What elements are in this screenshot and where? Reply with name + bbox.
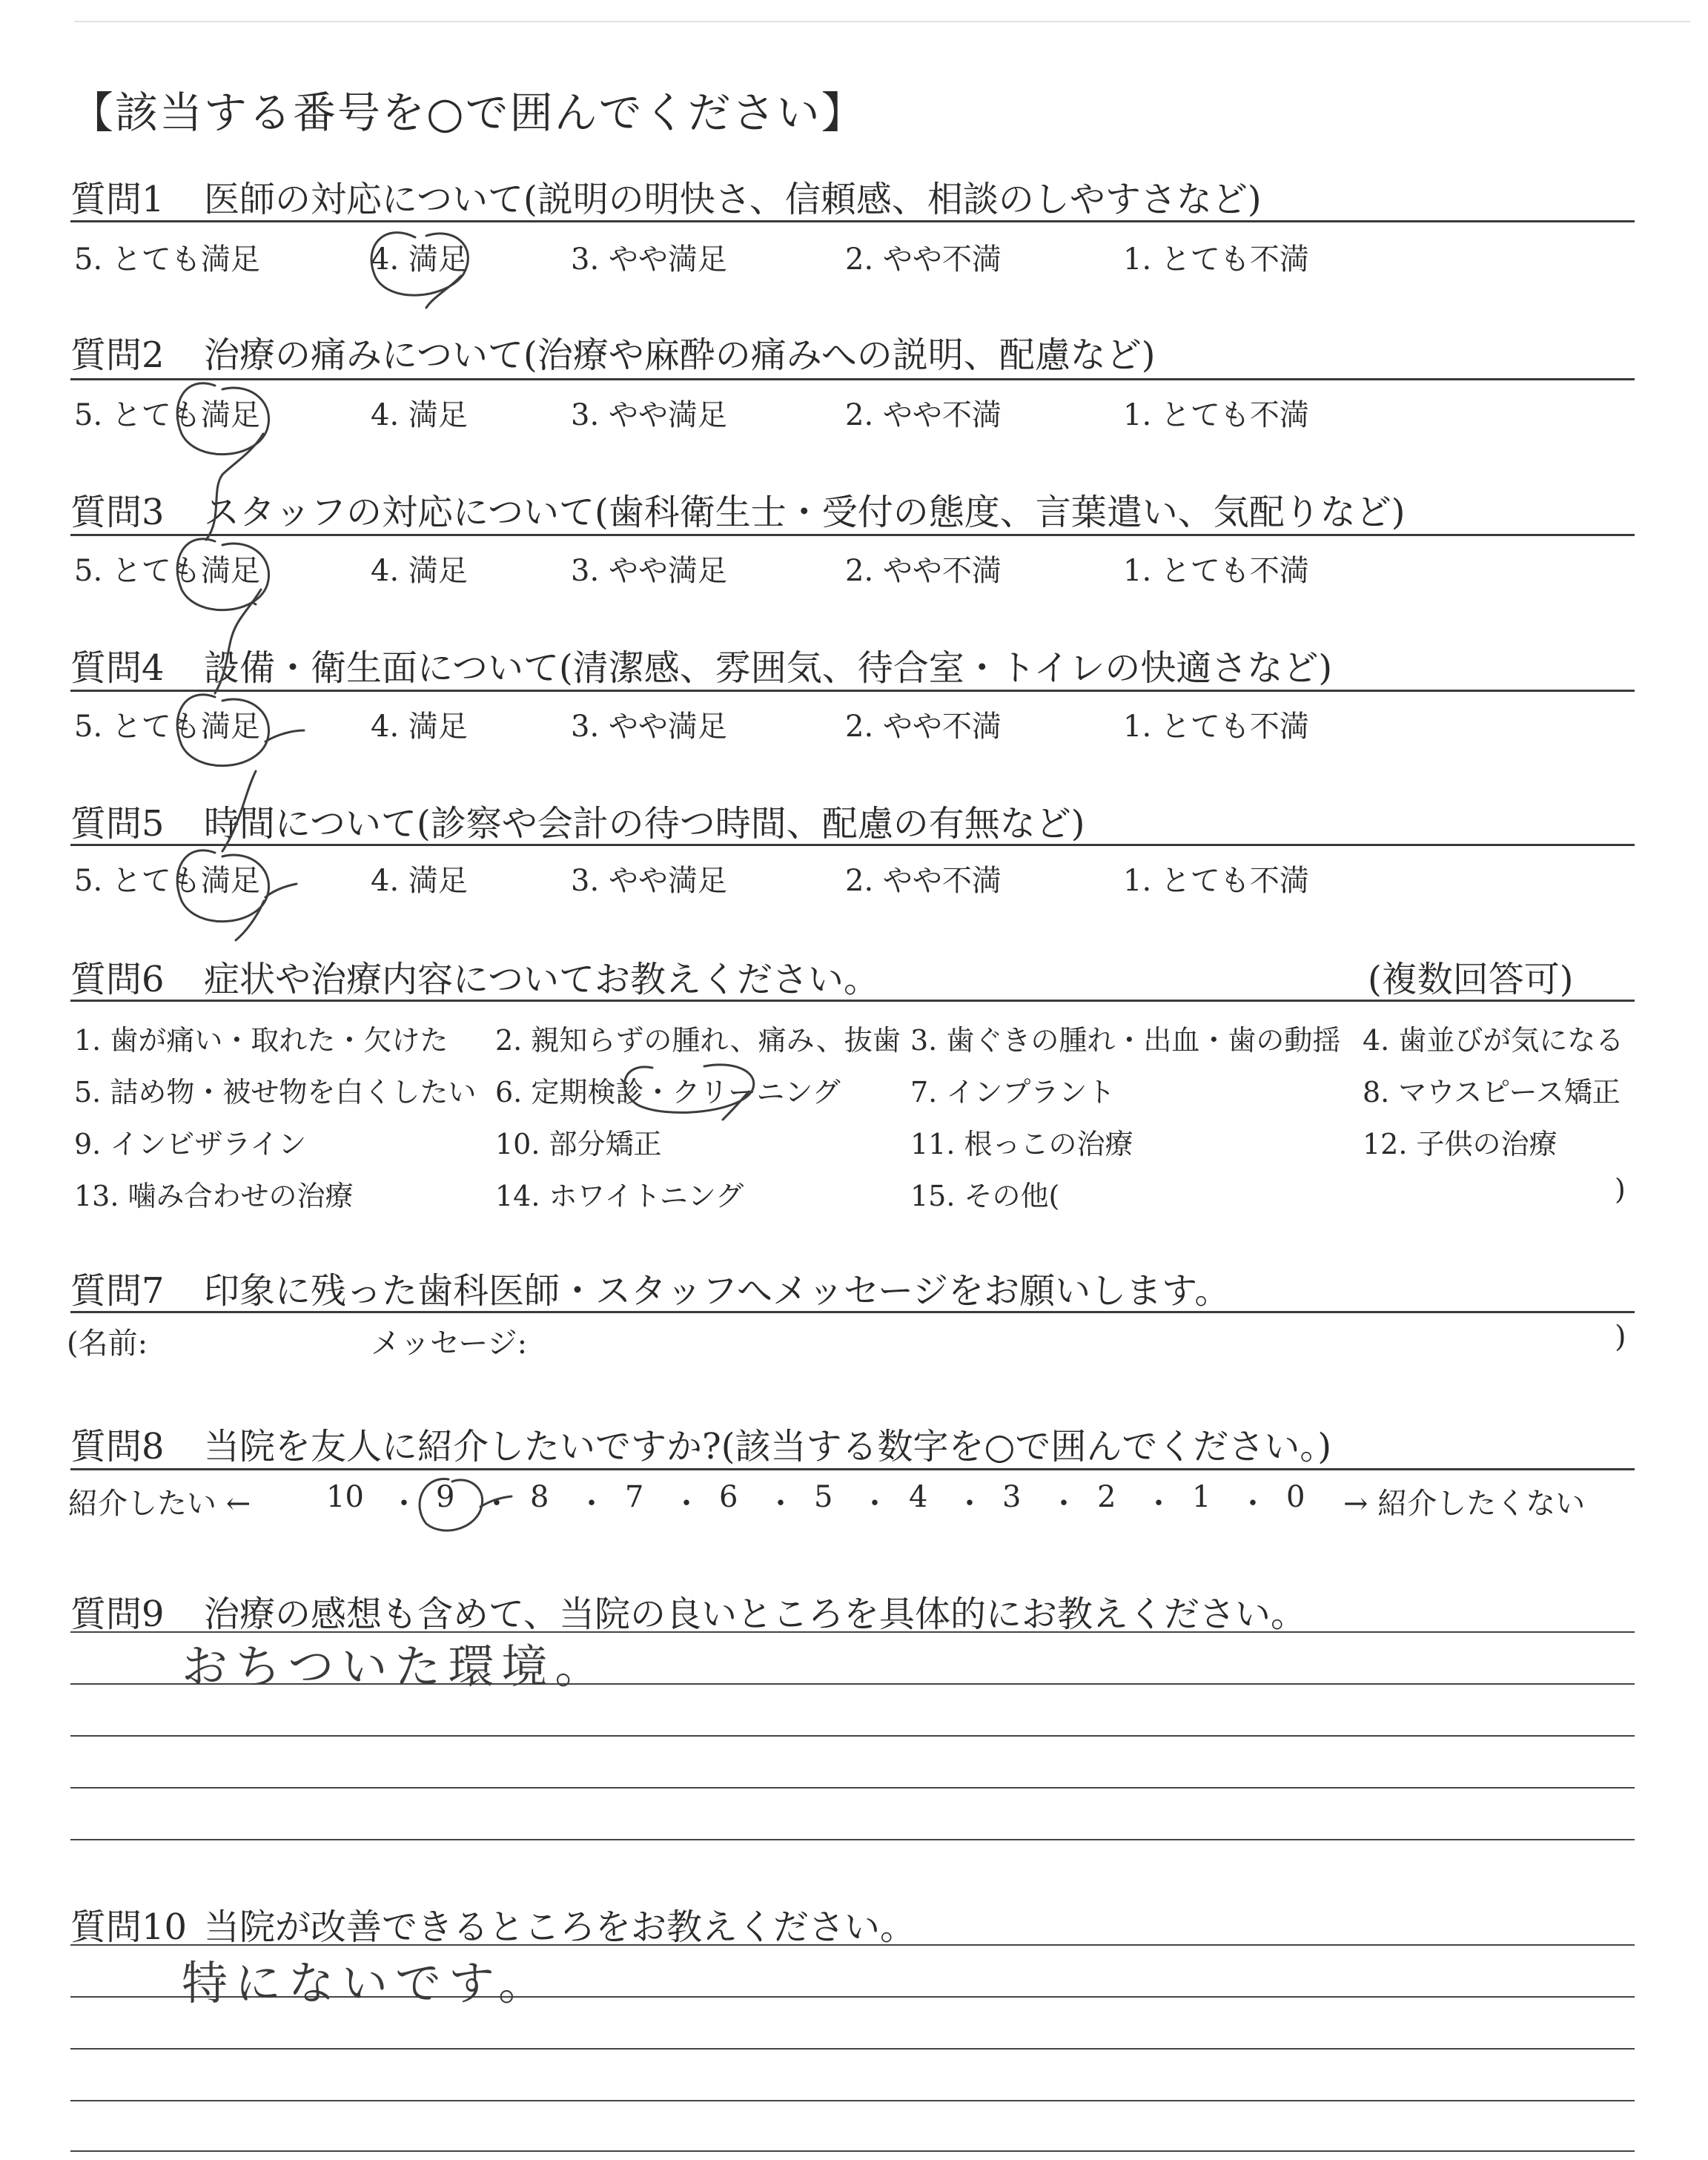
q2-circle-mark [177,383,268,475]
q3-option-1[interactable]: 1. とても不満 [1123,554,1309,588]
q8-scale-8[interactable]: 8 [530,1480,549,1514]
q4-circle-mark [177,695,304,766]
q3-option-2[interactable]: 2. やや不満 [845,554,1002,588]
q9-handwritten-answer: おちついた環境。 [182,1639,609,1694]
q7-text: 印象に残った歯科医師・スタッフへメッセージをお願いします。 [204,1270,1231,1312]
q2-option-3[interactable]: 3. やや満足 [571,398,727,432]
q8-label: 質問8 [70,1426,165,1467]
q6-option-7[interactable]: 7. インプラント [910,1076,1116,1109]
q6-option-6[interactable]: 6. 定期検診・クリーニング [495,1076,841,1109]
q4-option-2[interactable]: 2. やや不満 [845,710,1002,744]
q1-option-1[interactable]: 1. とても不満 [1123,242,1309,277]
q8-scale-0[interactable]: 0 [1286,1480,1305,1514]
q6-circle-mark [625,1065,754,1120]
q2-option-1[interactable]: 1. とても不満 [1123,398,1309,432]
q7-label: 質問7 [70,1270,165,1312]
q8-scale-dot: ・ [672,1487,701,1521]
q6-option-8[interactable]: 8. マウスピース矯正 [1363,1076,1621,1109]
q5-option-1[interactable]: 1. とても不満 [1123,864,1309,898]
q8-scale-2[interactable]: 2 [1097,1480,1116,1514]
q5-circle-mark [177,851,297,940]
q5-option-5[interactable]: 5. とても満足 [74,864,260,898]
q8-scale-dot: ・ [1049,1487,1079,1521]
q1-option-4[interactable]: 4. 満足 [371,242,468,277]
q6-option-1[interactable]: 1. 歯が痛い・取れた・欠けた [74,1024,448,1057]
q6-option-15[interactable]: 15. その他( [910,1180,1060,1212]
q4-label: 質問4 [70,647,165,689]
q8-text: 当院を友人に紹介したいですか?(該当する数字を○で囲んでください。) [204,1426,1332,1467]
q6-option-14[interactable]: 14. ホワイトニング [495,1180,744,1212]
q8-scale-3[interactable]: 3 [1002,1480,1022,1514]
q8-scale-6[interactable]: 6 [719,1480,738,1514]
q8-scale-dot: ・ [482,1487,512,1521]
q8-scale-dot: ・ [1238,1487,1268,1521]
q10-text: 当院が改善できるところをお教えください。 [204,1906,916,1948]
q4-option-5[interactable]: 5. とても満足 [74,710,260,744]
q8-right-label: → 紹介したくない [1343,1487,1586,1521]
q8-scale-dot: ・ [1144,1487,1174,1521]
q6-option-9[interactable]: 9. インビザライン [74,1128,307,1160]
q8-scale-9[interactable]: 9 [436,1480,455,1514]
q7-name-label: (名前: [67,1327,148,1361]
q2-option-4[interactable]: 4. 満足 [371,398,468,432]
q9-label: 質問9 [70,1593,165,1635]
q1-circle-mark [371,233,468,308]
q6-label: 質問6 [70,959,165,1000]
q6-other-close-paren: ) [1615,1173,1626,1206]
q9-text: 治療の感想も含めて、当院の良いところを具体的にお教えください。 [204,1593,1307,1635]
q6-option-11[interactable]: 11. 根っこの治療 [910,1128,1133,1160]
connector-stroke [215,627,236,693]
q1-label: 質問1 [70,179,165,220]
q5-option-3[interactable]: 3. やや満足 [571,864,727,898]
q5-option-4[interactable]: 4. 満足 [371,864,468,898]
q8-scale-1[interactable]: 1 [1192,1480,1211,1514]
q4-option-4[interactable]: 4. 満足 [371,710,468,744]
q4-text: 設備・衛生面について(清潔感、雰囲気、待合室・トイレの快適さなど) [204,647,1333,689]
q8-scale-dot: ・ [389,1487,419,1521]
q6-option-2[interactable]: 2. 親知らずの腫れ、痛み、抜歯 [495,1024,901,1057]
q7-close-paren: ) [1615,1320,1626,1354]
q6-text: 症状や治療内容についてお教えください。 [204,959,880,1000]
q2-option-5[interactable]: 5. とても満足 [74,398,260,432]
q2-text: 治療の痛みについて(治療や麻酔の痛みへの説明、配慮など) [204,334,1156,376]
q8-scale-dot: ・ [577,1487,606,1521]
q8-scale-4[interactable]: 4 [909,1480,928,1514]
q1-option-5[interactable]: 5. とても満足 [74,242,260,277]
q5-label: 質問5 [70,803,165,845]
q6-option-13[interactable]: 13. 噛み合わせの治療 [74,1180,354,1212]
connector-stroke [206,475,222,540]
q6-note: (複数回答可) [1368,959,1574,1000]
q2-option-2[interactable]: 2. やや不満 [845,398,1002,432]
q8-circle-mark [420,1479,512,1531]
q3-label: 質問3 [70,492,165,533]
q10-label: 質問10 [70,1906,188,1948]
q1-option-3[interactable]: 3. やや満足 [571,242,727,277]
q7-message-label: メッセージ: [371,1327,528,1361]
q1-text: 医師の対応について(説明の明快さ、信頼感、相談のしやすさなど) [204,179,1262,220]
q3-option-3[interactable]: 3. やや満足 [571,554,727,588]
q5-text: 時間について(診察や会計の待つ時間、配慮の有無など) [204,803,1085,845]
q8-scale-dot: ・ [860,1487,890,1521]
q8-scale-7[interactable]: 7 [625,1480,644,1514]
q2-label: 質問2 [70,334,165,376]
q6-option-10[interactable]: 10. 部分矯正 [495,1128,662,1160]
q4-option-1[interactable]: 1. とても不満 [1123,710,1309,744]
q5-option-2[interactable]: 2. やや不満 [845,864,1002,898]
q8-scale-5[interactable]: 5 [814,1480,833,1514]
q8-scale-dot: ・ [766,1487,795,1521]
q4-option-3[interactable]: 3. やや満足 [571,710,727,744]
q8-scale-10[interactable]: 10 [326,1480,364,1514]
q3-option-5[interactable]: 5. とても満足 [74,554,260,588]
q8-left-label: 紹介したい ← [68,1487,251,1521]
q10-handwritten-answer: 特にないです。 [182,1956,552,2010]
q6-option-4[interactable]: 4. 歯並びが気になる [1363,1024,1624,1057]
q6-option-12[interactable]: 12. 子供の治療 [1363,1128,1558,1160]
q1-option-2[interactable]: 2. やや不満 [845,242,1002,277]
q8-scale-dot: ・ [955,1487,984,1521]
q6-option-5[interactable]: 5. 詰め物・被せ物を白くしたい [74,1076,477,1109]
q3-circle-mark [177,539,268,627]
page-heading: 【該当する番号を○で囲んでください】 [70,87,866,138]
q6-option-3[interactable]: 3. 歯ぐきの腫れ・出血・歯の動揺 [910,1024,1341,1057]
q3-option-4[interactable]: 4. 満足 [371,554,468,588]
connector-stroke [222,771,256,851]
q3-text: スタッフの対応について(歯科衛生士・受付の態度、言葉遣い、気配りなど) [204,492,1406,533]
